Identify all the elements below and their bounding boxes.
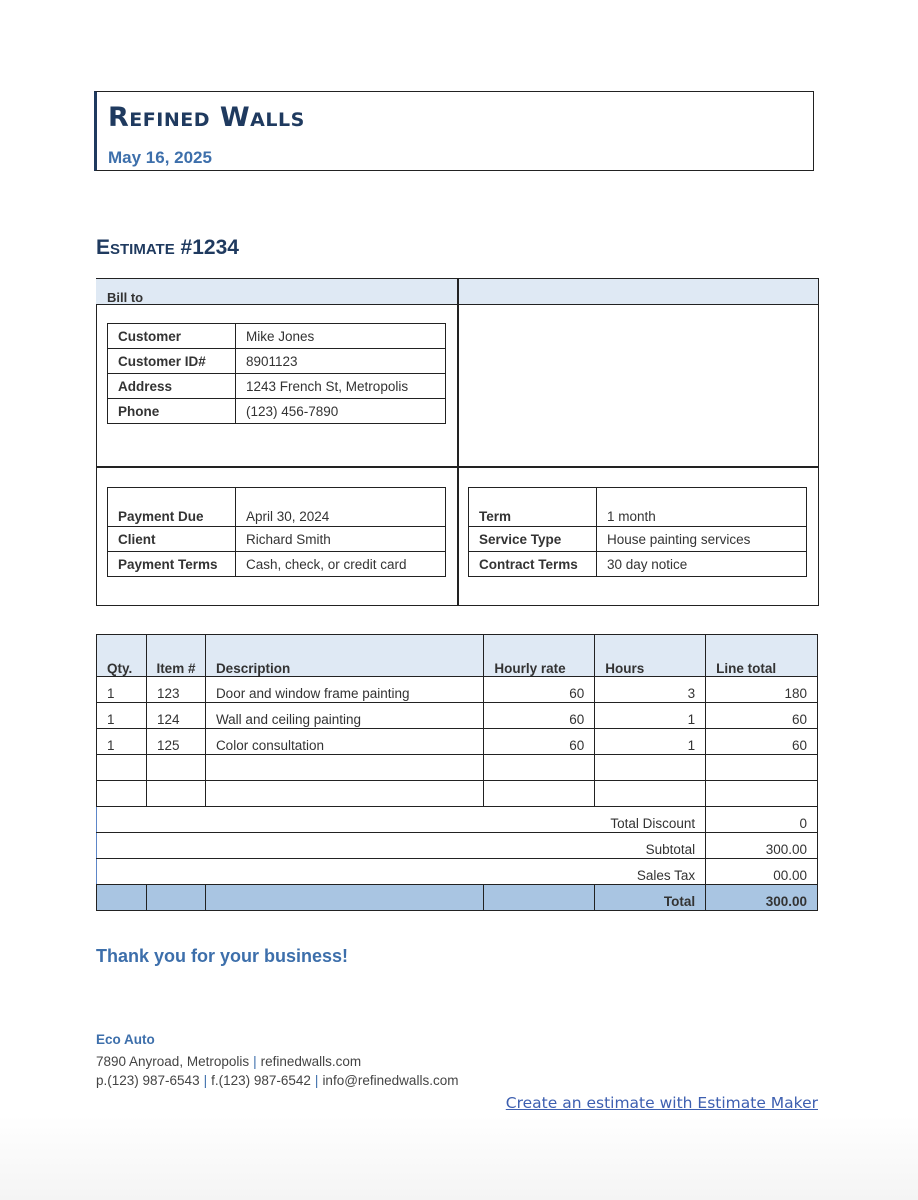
rate-cell: 60 (484, 729, 595, 755)
subtotal-value: 300.00 (706, 833, 818, 859)
payment-due-label: Payment Due (108, 488, 236, 527)
thank-you-message: Thank you for your business! (96, 946, 349, 966)
payment-info-table (107, 487, 446, 577)
subtotal-label: Subtotal (97, 833, 706, 859)
contract-terms-label: Contract Terms (469, 552, 597, 577)
item-cell: 124 (146, 703, 205, 729)
payment-terms-value: Cash, check, or credit card (236, 552, 446, 577)
blank-cell (205, 781, 483, 807)
summary-row-tax (97, 859, 818, 885)
item-number-header: Item # (146, 635, 205, 677)
blank-cell (595, 755, 706, 781)
company-name: Refined Walls (108, 102, 305, 133)
customer-id-label: Customer ID# (108, 349, 236, 374)
blank-cell (706, 755, 818, 781)
total-blank-cell (205, 885, 483, 911)
description-cell: Wall and ceiling painting (205, 703, 483, 729)
contract-terms-value: 30 day notice (597, 552, 807, 577)
line-total-header: Line total (706, 635, 818, 677)
client-label: Client (108, 527, 236, 552)
description-cell: Door and window frame painting (205, 677, 483, 703)
estimate-title: Estimate #1234 (96, 236, 239, 259)
sales-tax-value: 00.00 (706, 859, 818, 885)
hourly-rate-header: Hourly rate (484, 635, 595, 677)
description-cell: Color consultation (205, 729, 483, 755)
bill-to-header-left (96, 279, 457, 305)
header-date: May 16, 2025 (108, 148, 212, 167)
blank-cell (484, 781, 595, 807)
line-total-cell: 180 (706, 677, 818, 703)
total-blank-cell (484, 885, 595, 911)
service-type-value: House painting services (597, 527, 807, 552)
total-value: 300.00 (706, 885, 818, 911)
term-label: Term (469, 488, 597, 527)
items-header-row (97, 635, 818, 677)
sales-tax-label: Sales Tax (97, 859, 706, 885)
footer-email[interactable]: info@refinedwalls.com (322, 1073, 459, 1088)
info-row (108, 349, 446, 374)
rate-cell: 60 (484, 677, 595, 703)
phone-value: (123) 456-7890 (236, 399, 446, 424)
estimate-maker-link[interactable]: Create an estimate with Estimate Maker (505, 1094, 818, 1112)
separator: | (203, 1073, 208, 1088)
term-info-table (468, 487, 807, 577)
rate-cell: 60 (484, 703, 595, 729)
total-discount-label: Total Discount (97, 807, 706, 833)
info-row (108, 527, 446, 552)
payment-terms-label: Payment Terms (108, 552, 236, 577)
footer-address: 7890 Anyroad, Metropolis (96, 1054, 250, 1069)
table-row (97, 677, 818, 703)
blank-cell (205, 755, 483, 781)
item-cell: 123 (146, 677, 205, 703)
qty-cell: 1 (97, 703, 147, 729)
total-blank-cell (146, 885, 205, 911)
separator: | (314, 1073, 319, 1088)
info-row (108, 552, 446, 577)
table-row (97, 729, 818, 755)
bill-to-header-right (458, 279, 818, 305)
bill-divider-vertical (457, 279, 459, 605)
address-value: 1243 French St, Metropolis (236, 374, 446, 399)
address-label: Address (108, 374, 236, 399)
total-discount-value: 0 (706, 807, 818, 833)
footer-address-line (96, 1054, 361, 1069)
info-row (108, 488, 446, 527)
customer-label: Customer (108, 324, 236, 349)
term-value: 1 month (597, 488, 807, 527)
description-header: Description (205, 635, 483, 677)
info-row (108, 374, 446, 399)
customer-value: Mike Jones (236, 324, 446, 349)
customer-id-value: 8901123 (236, 349, 446, 374)
info-row (469, 488, 807, 527)
payment-due-value: April 30, 2024 (236, 488, 446, 527)
qty-cell: 1 (97, 677, 147, 703)
qty-cell: 1 (97, 729, 147, 755)
footer-contact-line (96, 1073, 458, 1088)
summary-row-discount (97, 807, 818, 833)
blank-cell (146, 781, 205, 807)
blank-row (97, 781, 818, 807)
phone-label: Phone (108, 399, 236, 424)
bill-divider-horizontal (96, 466, 818, 468)
info-row (469, 527, 807, 552)
bill-to-label: Bill to (107, 290, 144, 305)
blank-cell (97, 755, 147, 781)
info-row (108, 324, 446, 349)
footer-phone: p.(123) 987-6543 (96, 1073, 200, 1088)
blank-cell (706, 781, 818, 807)
summary-row-subtotal (97, 833, 818, 859)
footer-website[interactable]: refinedwalls.com (260, 1054, 362, 1069)
blank-cell (97, 781, 147, 807)
line-total-cell: 60 (706, 703, 818, 729)
item-cell: 125 (146, 729, 205, 755)
hours-cell: 1 (595, 703, 706, 729)
blank-cell (484, 755, 595, 781)
service-type-label: Service Type (469, 527, 597, 552)
customer-info-table (107, 323, 446, 424)
total-label: Total (595, 885, 706, 911)
total-blank-cell (97, 885, 147, 911)
info-row (469, 552, 807, 577)
hours-cell: 1 (595, 729, 706, 755)
hours-cell: 3 (595, 677, 706, 703)
blank-row (97, 755, 818, 781)
separator: | (253, 1054, 257, 1069)
blank-cell (146, 755, 205, 781)
line-total-cell: 60 (706, 729, 818, 755)
table-row (97, 703, 818, 729)
qty-header: Qty. (97, 635, 147, 677)
hours-header: Hours (595, 635, 706, 677)
total-row (97, 885, 818, 911)
footer-fax: f.(123) 987-6542 (211, 1073, 311, 1088)
footer-company-name: Eco Auto (96, 1032, 155, 1047)
blank-cell (595, 781, 706, 807)
client-value: Richard Smith (236, 527, 446, 552)
info-row (108, 399, 446, 424)
line-items-table (96, 634, 818, 911)
